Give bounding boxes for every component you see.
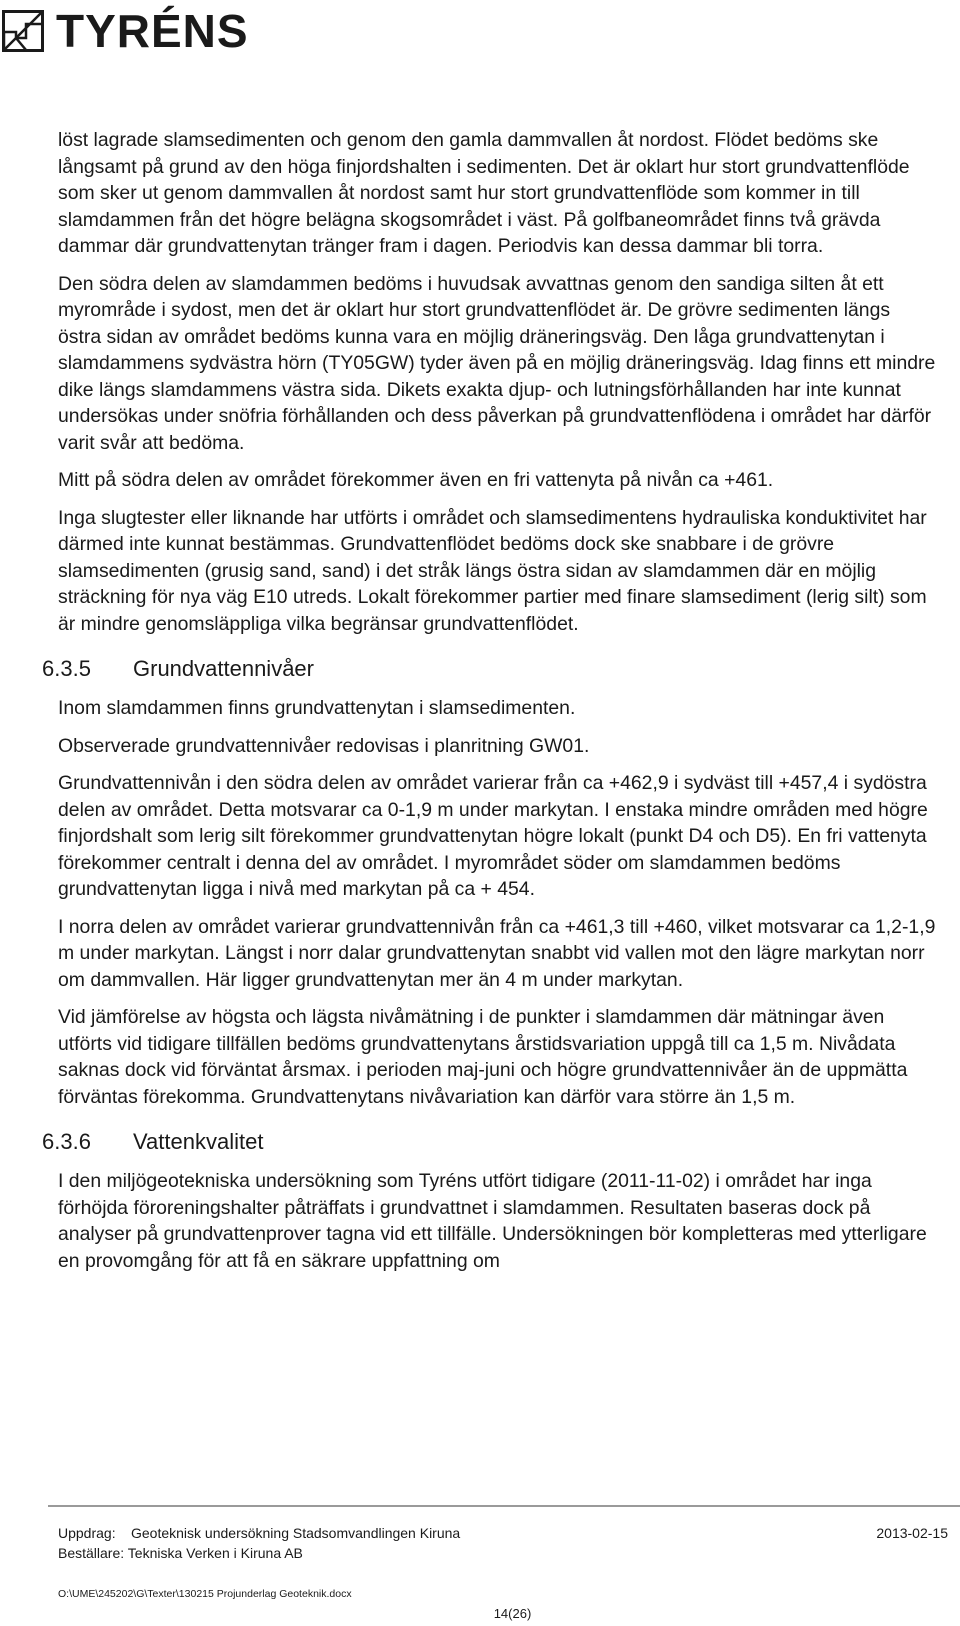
paragraph: Observerade grundvattennivåer redovisas i planritning GW01. [58, 734, 590, 757]
footer-row-uppdrag [58, 1523, 948, 1543]
paragraph: löst lagrade slamsedimenten och genom den gamla dammvallen åt nordost. Flödet bedöms ske långsamt på grund av den höga finjordshalten i sedimenten. Det är oklart hur stort grundvattenflöde som sker ut genom dammvallen åt nordost samt hur stort grundvattenflöde som kommer in till slamdammen från det högre belägna skogsområdet i väst. På golfbaneområdet finns två grävda dammar där grundvattenytan tränger fram i dagen. Periodvis kan dessa dammar bli torra. [58, 129, 910, 257]
paragraph: Mitt på södra delen av området förekommer även en fri vattenyta på nivån ca +461. [58, 469, 774, 491]
company-logo [2, 6, 249, 56]
section-number: 6.3.6 [42, 1129, 91, 1154]
paragraph: Inga slugtester eller liknande har utförts i området och slamsedimentens hydrauliska konduktivitet har därmed inte kunnat bestämmas. Grundvattenflödet bedöms dock ske snabbare i de grövre slamsedimenten (grusig sand, sand) i det stråk längs östra sidan av slamdammen där en möjlig sträckning för nya väg E10 utreds. Lokalt förekommer partier med finare slamsediment (lerig silt) som är mindre genomsläppliga vilka begränsar grundvattenflödet. [58, 506, 927, 635]
paragraph: Grundvattennivån i den södra delen av området varierar från ca +462,9 i sydväst till +457,4 i sydöstra delen av området. Detta motsvarar ca 0-1,9 m under markytan. I enstaka mindre områden med högre finjordshalt som lerig silt förekommer grundvattenytan högre lokalt (punkt D4 och D5). En fri vattenyta förekommer centralt i denna del av området. I myrområdet söder om slamdammen bedöms grundvattenytan ligga i nivå med markytan på ca + 454. [58, 772, 928, 900]
paragraph: Den södra delen av slamdammen bedöms i huvudsak avvattnas genom den sandiga silten åt ett myrområde i sydost, men det är oklart hur stort grundvattenflödet är. De grövre sedimenten längs östra sidan av området bedöms kunna vara en möjlig dräneringsväg. Den låga grundvattenytan i slamdammens sydvästra hörn (TY05GW) tyder även på en möjlig dräneringsväg. Idag finns ett mindre dike längs slamdammens västra sida. Dikets exakta djup- och lutningsförhållanden har inte kunnat undersökas under snöfria förhållanden och dess påverkan på grundvattenflödena i området har därför varit svår att bedöma. [58, 272, 936, 454]
section-heading-6-3-5 [42, 655, 938, 683]
page-footer [58, 1523, 948, 1604]
bestallare-label: Beställare: [58, 1545, 125, 1561]
section-title: Grundvattennivåer [133, 656, 314, 681]
paragraph: I den miljögeotekniska undersökning som Tyréns utfört tidigare (2011-11-02) i området har inga förhöjda föroreningshalter påträffats i grundvattnet i slamdammen. Resultaten baseras dock på analyser på grundvattenprover tagna vid ett tillfälle. Undersökningen bör kompletteras med ytterligare en provomgång för att få en säkrare uppfattning om [58, 1170, 927, 1272]
paragraph: Vid jämförelse av högsta och lägsta nivåmätning i de punkter i slamdammen där mätningar även utförts vid tidigare tillfällen bedöms grundvattenytans årstidsvariation uppgå till ca 1,5 m. Nivådata saknas dock vid förväntat årsmax. i perioden maj-juni och högre grundvattennivåer än de uppmätta förväntas förekomma. Grundvattenytans nivåvariation kan därför vara större än 1,5 m. [58, 1006, 908, 1108]
section-number: 6.3.5 [42, 656, 91, 681]
uppdrag-label: Uppdrag: [58, 1525, 116, 1541]
bestallare-value: Tekniska Verken i Kiruna AB [127, 1545, 303, 1561]
footer-row-bestallare [58, 1543, 948, 1563]
tyrens-logo-icon [2, 10, 44, 52]
section-heading-6-3-6 [42, 1128, 938, 1156]
paragraph: Inom slamdammen finns grundvattenytan i slamsedimenten. [58, 697, 576, 719]
page-number: 14(26) [493, 1606, 532, 1621]
paragraph: I norra delen av området varierar grundvattennivån från ca +461,3 till +460, vilket motsvarar ca 1,2-1,9 m under markytan. Längst i norr dalar grundvattenytan snabbt vid vallen mot den lägre markytan norr om dammvallen. Här ligger grundvattenytan mer än 4 m under markytan. [58, 915, 936, 991]
document-body [42, 127, 938, 1285]
uppdrag-value: Geoteknisk undersökning Stadsomvandlingen Kiruna [131, 1525, 461, 1541]
section-title: Vattenkvalitet [133, 1129, 264, 1154]
file-path: O:\UME\245202\G\Texter\130215 Projunderlag Geoteknik.docx [58, 1588, 352, 1600]
logo-wordmark: TYRÉNS [56, 5, 249, 57]
footer-date: 2013-02-15 [876, 1525, 948, 1541]
footer-divider [48, 1505, 960, 1507]
